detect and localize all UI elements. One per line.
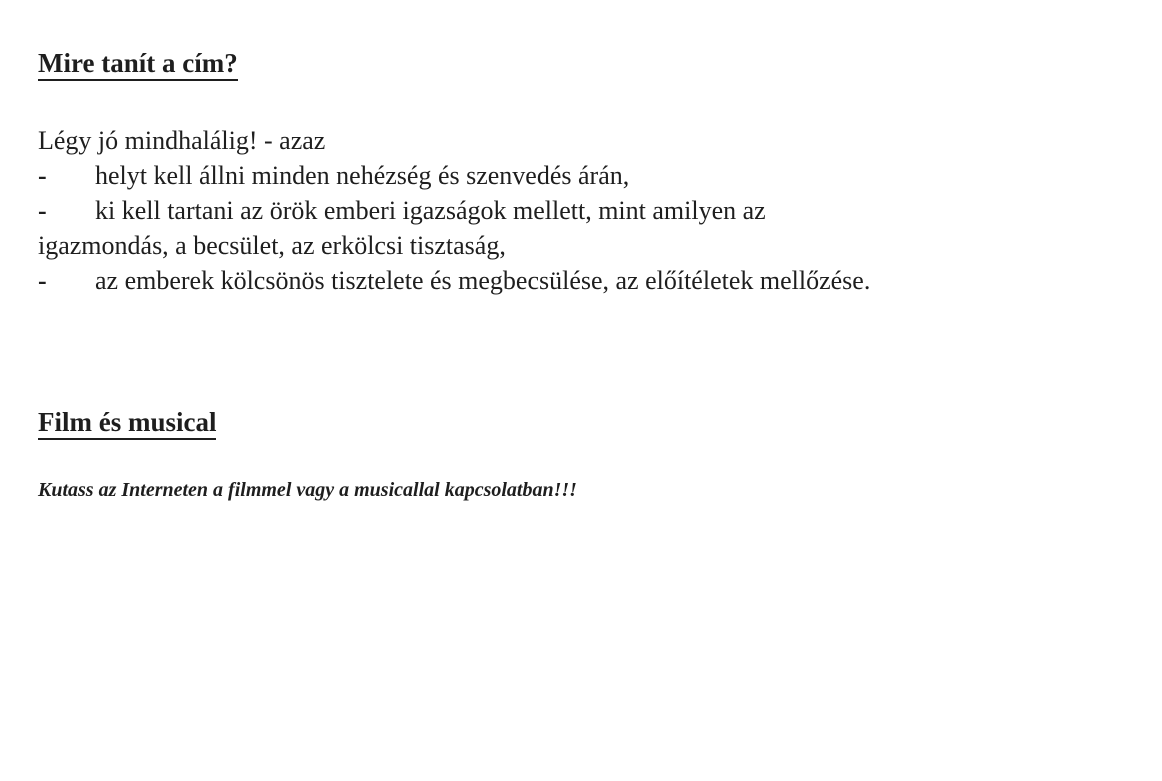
bullet-text: ki kell tartani az örök emberi igazságok mellett, mint amilyen az <box>95 196 766 225</box>
bullet-line-3 <box>38 263 1122 298</box>
section2-heading-text: Film és musical <box>38 407 216 440</box>
section1-heading-text: Mire tanít a cím? <box>38 48 238 81</box>
intro-line: Légy jó mindhalálig! - azaz <box>38 126 326 155</box>
bullet-marker: - <box>38 266 47 295</box>
bullet-text: helyt kell állni minden nehézség és szenvedés árán, <box>95 161 630 190</box>
bullet-line-1 <box>38 158 1122 193</box>
section2-heading <box>38 405 1122 440</box>
bullet-line-2 <box>38 193 1122 228</box>
instruction-line: Kutass az Interneten a filmmel vagy a musicallal kapcsolatban!!! <box>38 479 577 501</box>
bullet-marker: - <box>38 161 47 190</box>
bullet-marker: - <box>38 196 47 225</box>
bullet-line-2-continuation: igazmondás, a becsület, az erkölcsi tisztaság, <box>38 231 506 260</box>
section1-heading <box>38 46 1122 81</box>
bullet-text: az emberek kölcsönös tisztelete és megbecsülése, az előítéletek mellőzése. <box>95 266 871 295</box>
